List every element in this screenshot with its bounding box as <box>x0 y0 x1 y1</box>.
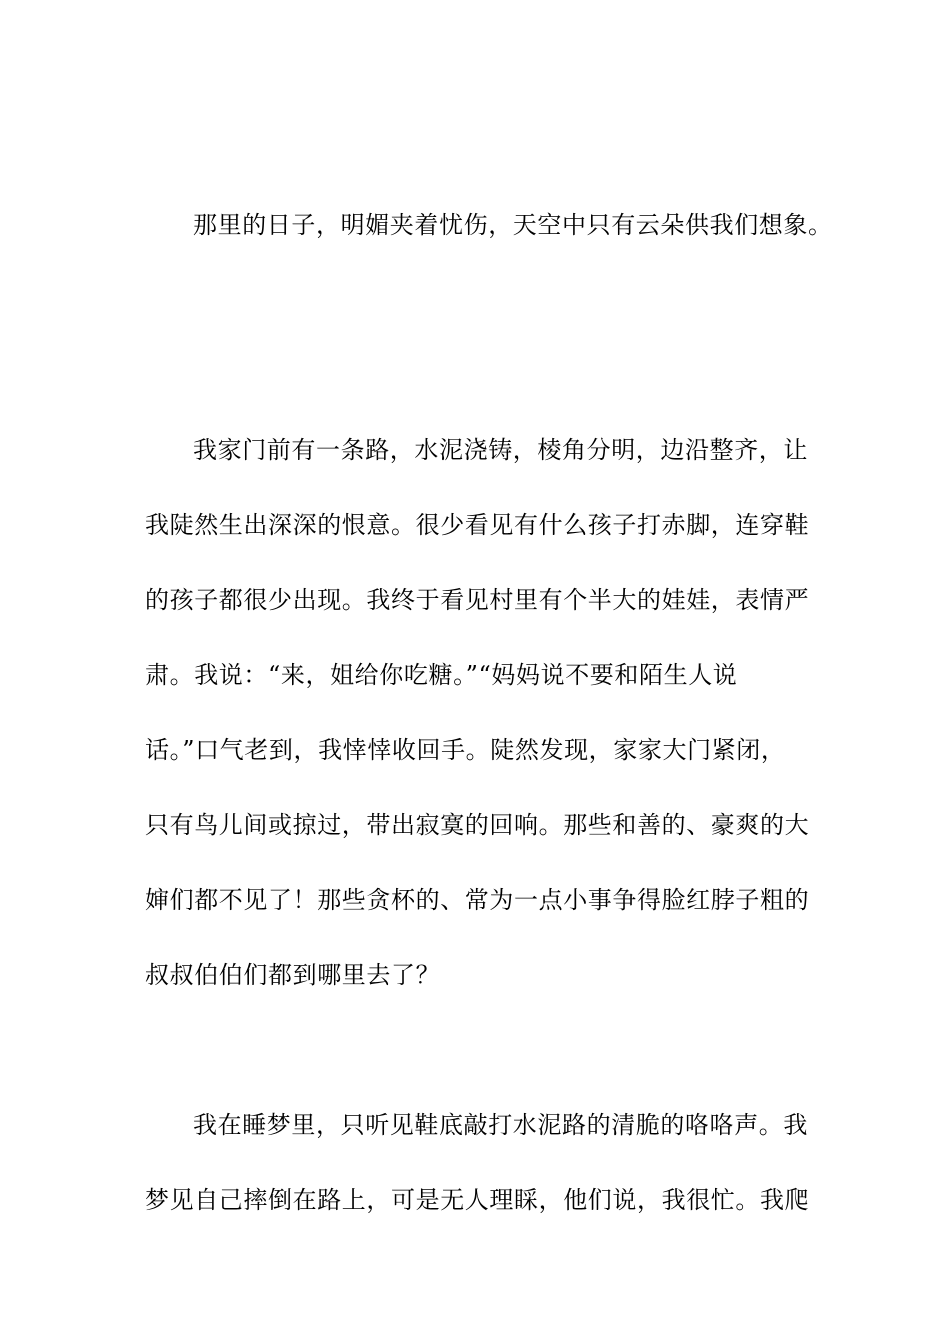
paragraph-2-line-1: 我家门前有一条路，水泥浇铸，棱角分明，边沿整齐，让 <box>193 436 808 464</box>
paragraph-1-line-1: 那里的日子，明媚夹着忧伤，天空中只有云朵供我们想象。 <box>193 211 833 239</box>
paragraph-2-line-6: 只有鸟儿间或掠过，带出寂寞的回响。那些和善的、豪爽的大 <box>145 811 810 839</box>
paragraph-2-line-5: 话。”口气老到，我悻悻收回手。陡然发现，家家大门紧闭， <box>145 736 786 764</box>
paragraph-2-line-7: 婶们都不见了！那些贪杯的、常为一点小事争得脸红脖子粗的 <box>145 886 810 914</box>
paragraph-2-line-2: 我陡然生出深深的恨意。很少看见有什么孩子打赤脚，连穿鞋 <box>145 511 810 539</box>
paragraph-2-line-3: 的孩子都很少出现。我终于看见村里有个半大的娃娃，表情严 <box>145 586 810 614</box>
paragraph-2-line-8: 叔叔伯伯们都到哪里去了？ <box>145 961 441 989</box>
paragraph-3-line-2: 梦见自己摔倒在路上，可是无人理睬，他们说，我很忙。我爬 <box>145 1186 810 1214</box>
paragraph-3-line-1: 我在睡梦里，只听见鞋底敲打水泥路的清脆的咯咯声。我 <box>193 1111 808 1139</box>
paragraph-2-line-4: 肃。我说：“来，姐给你吃糖。”“妈妈说不要和陌生人说 <box>145 661 738 689</box>
